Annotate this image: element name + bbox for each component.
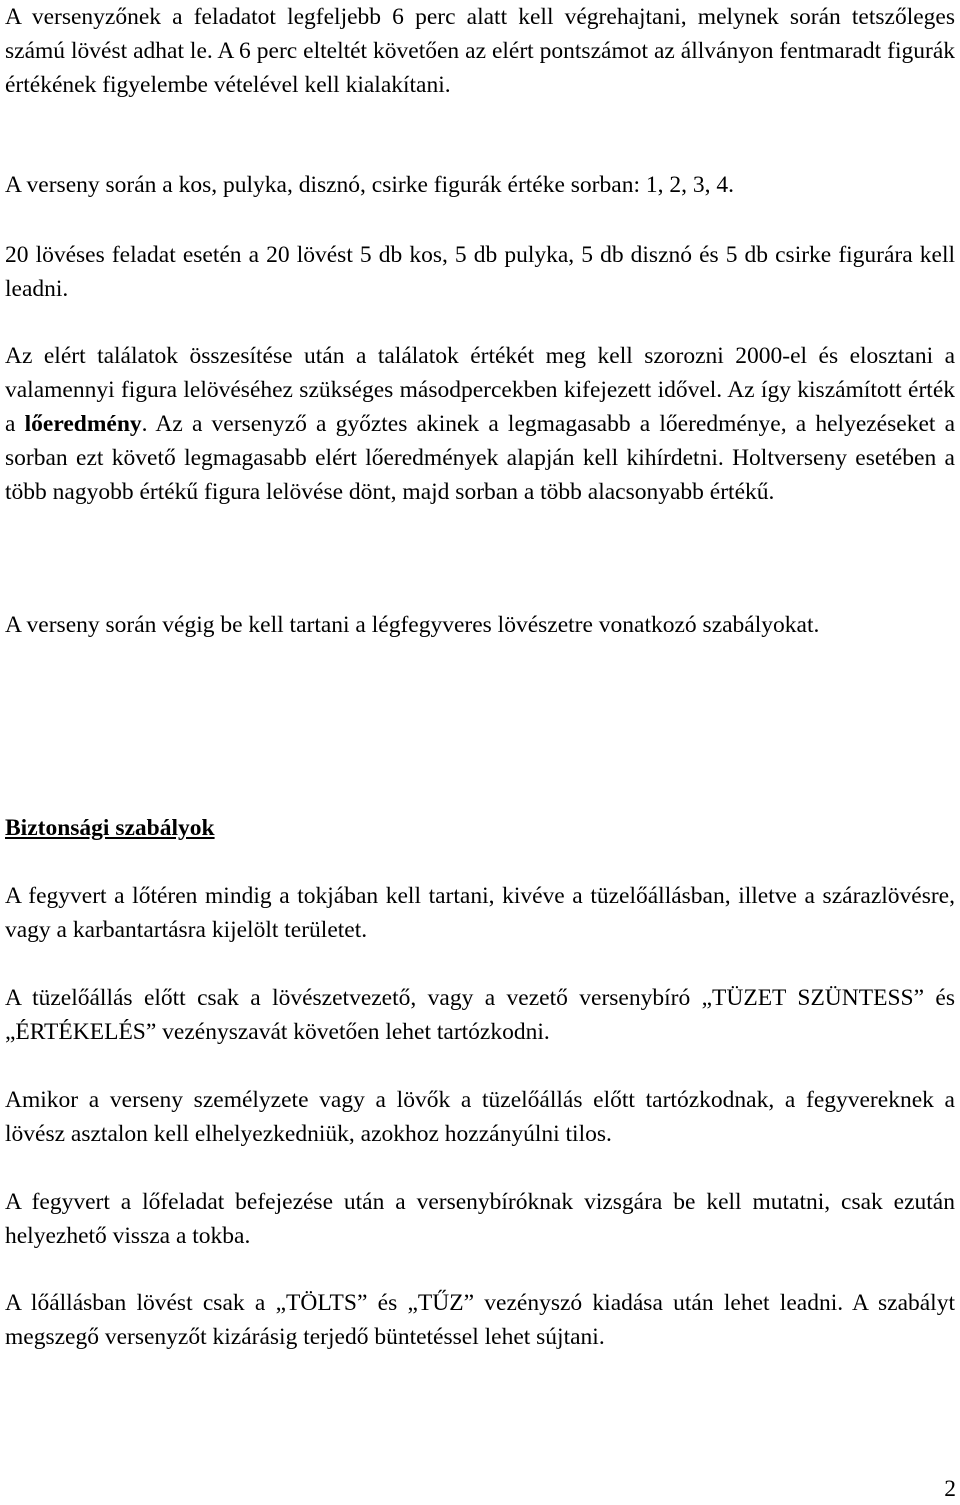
paragraph-fire-commands: A lőállásban lövést csak a „TÖLTS” és „TŰZ” vezényszó kiadása után lehet leadni. A szabályt megszegő versenyzőt kizárásig terjedő büntetéssel lehet sújtani. bbox=[5, 1290, 955, 1350]
paragraph-weapon-case: A fegyvert a lőtéren mindig a tokjában kell tartani, kivéve a tüzelőállásban, illetve a szárazlövésre, vagy a karbantartásra kijelölt területet. bbox=[5, 883, 955, 943]
paragraph-time-limit: A versenyzőnek a feladatot legfeljebb 6 perc alatt kell végrehajtani, melynek során tetszőleges számú lövést adhat le. A 6 perc elteltét követően az elért pontszámot az állványon fentmaradt figurák értékének figyelembe vételével kell kialakítani. bbox=[5, 4, 955, 98]
paragraph-rules-compliance: A verseny során végig be kell tartani a légfegyveres lövészetre vonatkozó szabályokat. bbox=[5, 612, 820, 638]
scoring-term-bold: lőeredmény bbox=[24, 411, 142, 437]
paragraph-firing-line: A tüzelőállás előtt csak a lövészetvezető, vagy a vezető versenybíró „TÜZET SZÜNTESS” és „ÉRTÉKELÉS” vezényszavát követően lehet tartózkodni. bbox=[5, 985, 955, 1045]
paragraph-figure-values: A verseny során a kos, pulyka, disznó, csirke figurák értéke sorban: 1, 2, 3, 4. bbox=[5, 172, 734, 198]
page-number: 2 bbox=[944, 1476, 956, 1502]
paragraph-weapon-inspection: A fegyvert a lőfeladat befejezése után a versenybíróknak vizsgára be kell mutatni, csak ezután helyezhető vissza a tokba. bbox=[5, 1189, 955, 1249]
scoring-text-start: Az elért találatok összesítése után a találatok értékét meg kell szorozni 2000-el és elosztani a valamennyi figura lelövéséhez szükséges másodpercekben kifejezett idővel. Az így kiszámított érték a bbox=[5, 343, 955, 437]
section-heading-safety-rules: Biztonsági szabályok bbox=[5, 815, 215, 841]
paragraph-scoring bbox=[5, 339, 955, 509]
paragraph-shot-distribution: 20 lövéses feladat esetén a 20 lövést 5 db kos, 5 db pulyka, 5 db disznó és 5 db csirke figurára kell leadni. bbox=[5, 242, 955, 302]
scoring-text-end: . Az a versenyző a győztes akinek a legmagasabb a lőeredménye, a helyezéseket a sorban ezt követő legmagasabb elért lőeredmények alapján kell kihírdetni. Holtverseny esetében a több nagyobb értékű figura lelövése dönt, majd sorban a több alacsonyabb értékű. bbox=[5, 411, 955, 505]
paragraph-weapons-on-table: Amikor a verseny személyzete vagy a lövők a tüzelőállás előtt tartózkodnak, a fegyvereknek a lövész asztalon kell elhelyezkedniük, azokhoz hozzányúlni tilos. bbox=[5, 1087, 955, 1147]
